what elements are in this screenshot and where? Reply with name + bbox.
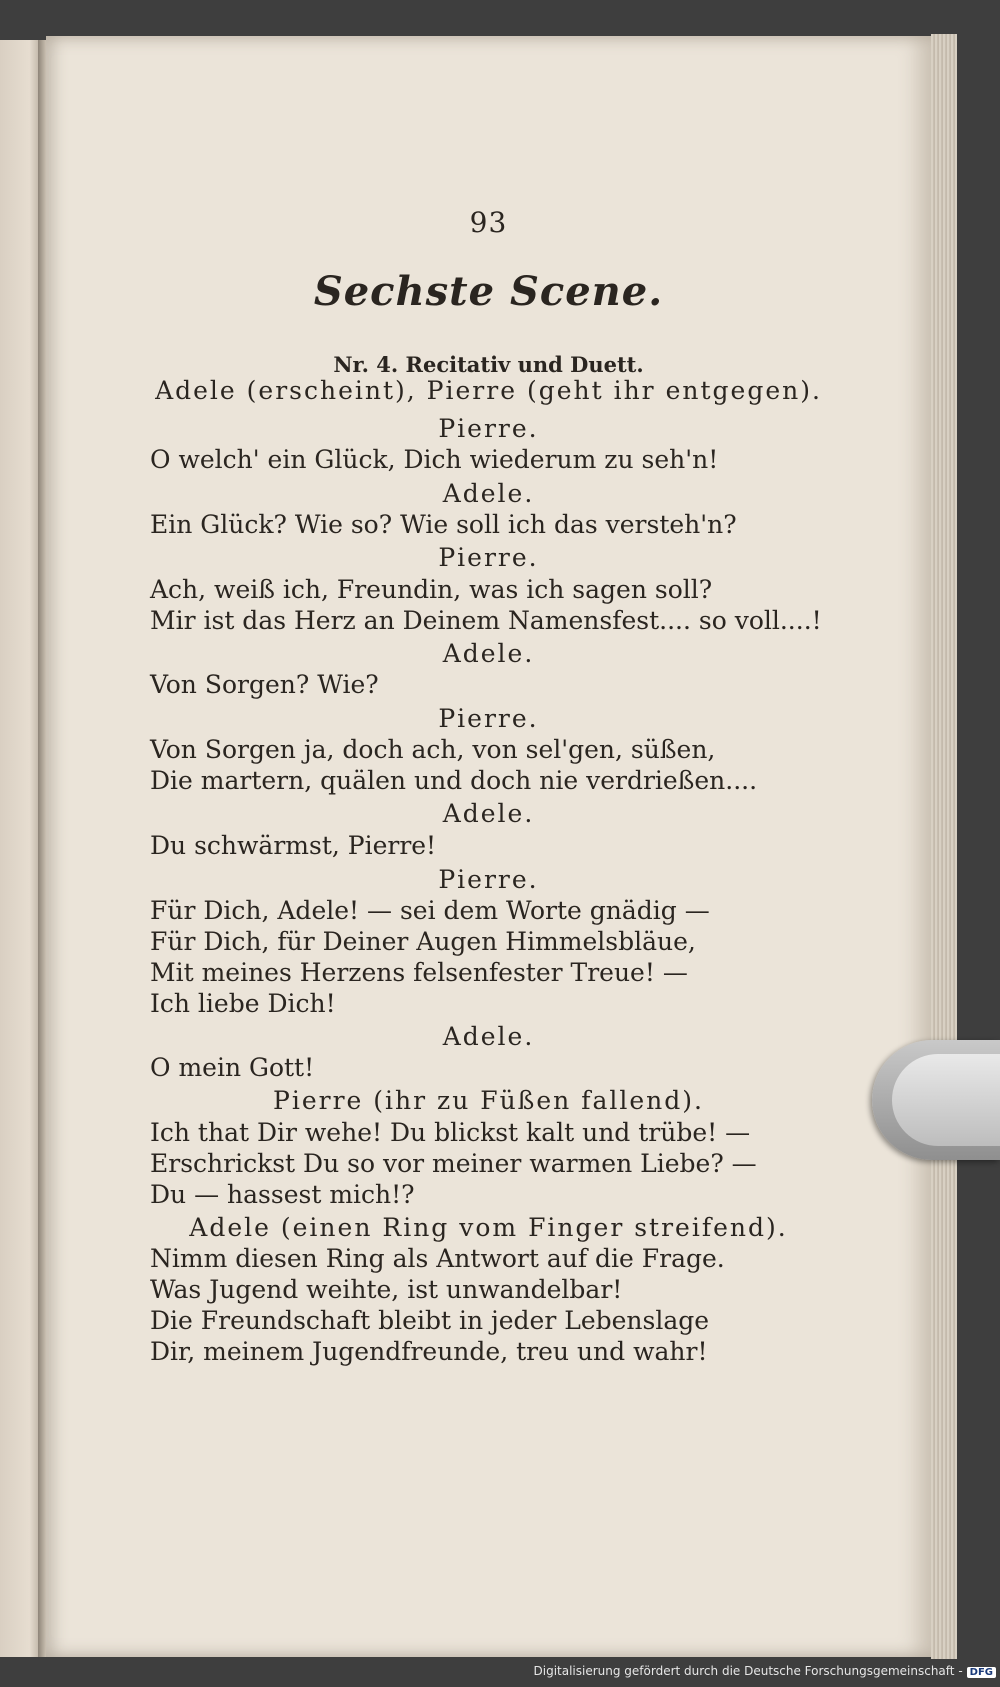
- verse-line: O mein Gott!: [150, 1053, 315, 1082]
- verse-line: Von Sorgen ja, doch ach, von sel'gen, süßen,: [150, 735, 716, 764]
- verse-line: Dir, meinem Jugendfreunde, treu und wahr!: [150, 1337, 708, 1366]
- stage-direction: Pierre (ihr zu Füßen fallend).: [273, 1086, 704, 1115]
- verse-line: Ein Glück? Wie so? Wie soll ich das versteh'n?: [150, 510, 737, 539]
- number-heading: Nr. 4. Recitativ und Duett.: [333, 352, 644, 377]
- stage-direction: Adele (erscheint), Pierre (geht ihr entgegen).: [155, 376, 822, 405]
- verse-line: Ich liebe Dich!: [150, 989, 336, 1018]
- page-clip-tab: [872, 1040, 1000, 1160]
- speaker-name: Pierre.: [438, 865, 539, 894]
- page-clip-inner: [892, 1054, 1000, 1146]
- verse-line: Du schwärmst, Pierre!: [150, 831, 437, 860]
- verse-line: Die martern, quälen und doch nie verdrießen....: [150, 766, 758, 795]
- page-content: [46, 36, 931, 1657]
- stage-direction: Adele (einen Ring vom Finger streifend).: [189, 1213, 788, 1242]
- verse-line: Du — hassest mich!?: [150, 1180, 415, 1209]
- speaker-name: Adele.: [442, 1022, 535, 1051]
- dfg-logo: DFG: [967, 1667, 996, 1678]
- speaker-name: Adele.: [442, 479, 535, 508]
- verse-line: Die Freundschaft bleibt in jeder Lebenslage: [150, 1306, 710, 1335]
- verse-line: Für Dich, Adele! — sei dem Worte gnädig —: [150, 896, 710, 925]
- page-stack-edge: [931, 34, 957, 1659]
- book-page: [46, 36, 931, 1657]
- verse-line: Was Jugend weihte, ist unwandelbar!: [150, 1275, 623, 1304]
- footer-text: Digitalisierung gefördert durch die Deutsche Forschungsgemeinschaft -: [533, 1664, 963, 1678]
- speaker-name: Adele.: [442, 799, 535, 828]
- verse-line: Von Sorgen? Wie?: [150, 670, 379, 699]
- book-gutter: [38, 40, 46, 1657]
- verse-line: Mit meines Herzens felsenfester Treue! —: [150, 958, 688, 987]
- verse-line: Erschrickst Du so vor meiner warmen Liebe? —: [150, 1149, 757, 1178]
- verse-line: Ich that Dir wehe! Du blickst kalt und trübe! —: [150, 1118, 751, 1147]
- speaker-name: Adele.: [442, 639, 535, 668]
- scene-title: Sechste Scene.: [313, 268, 664, 315]
- left-page-edge: [0, 40, 42, 1657]
- verse-line: O welch' ein Glück, Dich wiederum zu seh'n!: [150, 445, 719, 474]
- speaker-name: Pierre.: [438, 704, 539, 733]
- verse-line: Nimm diesen Ring als Antwort auf die Frage.: [150, 1244, 725, 1273]
- verse-line: Ach, weiß ich, Freundin, was ich sagen soll?: [150, 575, 713, 604]
- page-number: 93: [469, 206, 508, 239]
- speaker-name: Pierre.: [438, 414, 539, 443]
- speaker-name: Pierre.: [438, 543, 539, 572]
- verse-line: Mir ist das Herz an Deinem Namensfest.... so voll....!: [150, 606, 822, 635]
- digitization-footer: [534, 1664, 997, 1678]
- verse-line: Für Dich, für Deiner Augen Himmelsbläue,: [150, 927, 696, 956]
